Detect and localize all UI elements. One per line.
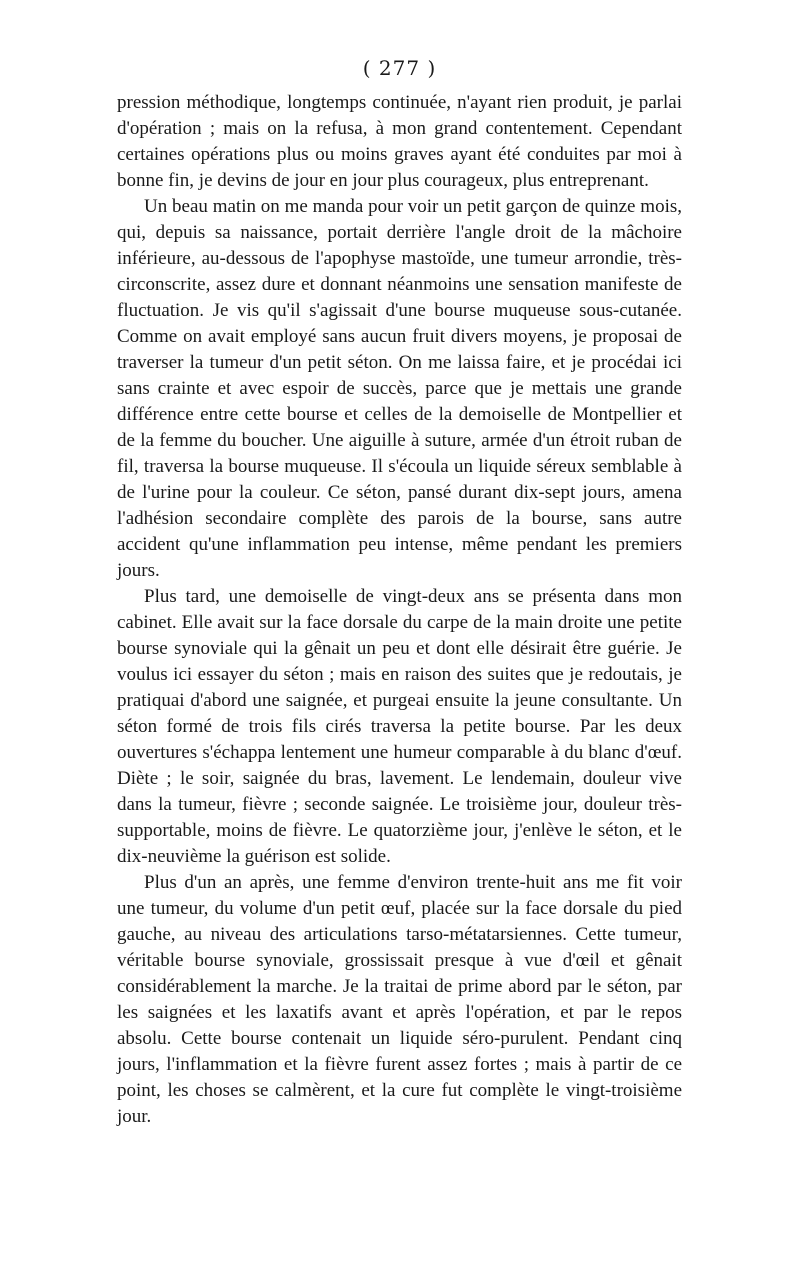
paragraph-3: Plus tard, une demoiselle de vingt-deux ans se présenta dans mon cabinet. Elle avait sur la face dorsale du carpe de la main droite une petite bourse synoviale qui la gênait un peu et dont elle désirait être guérie. Je voulus ici essayer du séton ; mais en raison des suites que je redoutais, je pratiquai d'abord une saignée, et purgeai ensuite la jeune consultante. Un séton formé de trois fils cirés traversa la petite bourse. Par les deux ouvertures s'échappa lentement une humeur comparable à du blanc d'œuf. Diète ; le soir, saignée du bras, lavement. Le lendemain, douleur vive dans la tumeur, fièvre ; seconde saignée. Le troisième jour, douleur très-supportable, moins de fièvre. Le quatorzième jour, j'enlève le séton, et le dix-neuvième la guérison est solide. bbox=[117, 586, 682, 867]
paragraph-4: Plus d'un an après, une femme d'environ trente-huit ans me fit voir une tumeur, du volume d'un petit œuf, placée sur la face dorsale du pied gauche, au niveau des articulations tarso-métatarsiennes. Cette tumeur, véritable bourse synoviale, grossissait presque à vue d'œil et gênait considérablement la marche. Je la traitai de prime abord par le séton, par les saignées et les laxatifs avant et après l'opération, et par le repos absolu. Cette bourse contenait un liquide séro-purulent. Pendant cinq jours, l'inflammation et la fièvre furent assez fortes ; mais à partir de ce point, les choses se calmèrent, et la cure fut complète le vingt-troisième jour. bbox=[117, 872, 682, 1127]
book-page bbox=[117, 56, 682, 1156]
page-number: ( 277 ) bbox=[362, 56, 437, 80]
paragraph-1: pression méthodique, longtemps continuée, n'ayant rien produit, je parlai d'opération ; mais on la refusa, à mon grand contentement. Cependant certaines opérations plus ou moins graves ayant été conduites par moi à bonne fin, je devins de jour en jour plus courageux, plus entreprenant. bbox=[117, 92, 682, 191]
paragraph-2: Un beau matin on me manda pour voir un petit garçon de quinze mois, qui, depuis sa naissance, portait derrière l'angle droit de la mâchoire inférieure, au-dessous de l'apophyse mastoïde, une tumeur arrondie, très-circonscrite, assez dure et donnant néanmoins une sensation manifeste de fluctuation. Je vis qu'il s'agissait d'une bourse muqueuse sous-cutanée. Comme on avait employé sans aucun fruit divers moyens, je proposai de traverser la tumeur d'un petit séton. On me laissa faire, et je procédai ici sans crainte et avec espoir de succès, parce que je mettais une grande différence entre cette bourse et celles de la demoiselle de Montpellier et de la femme du boucher. Une aiguille à suture, armée d'un étroit ruban de fil, traversa la bourse muqueuse. Il s'écoula un liquide séreux semblable à de l'urine pour la couleur. Ce séton, pansé durant dix-sept jours, amena l'adhésion secondaire complète des parois de la bourse, sans autre accident qu'une inflammation peu intense, même pendant les premiers jours. bbox=[117, 196, 682, 581]
